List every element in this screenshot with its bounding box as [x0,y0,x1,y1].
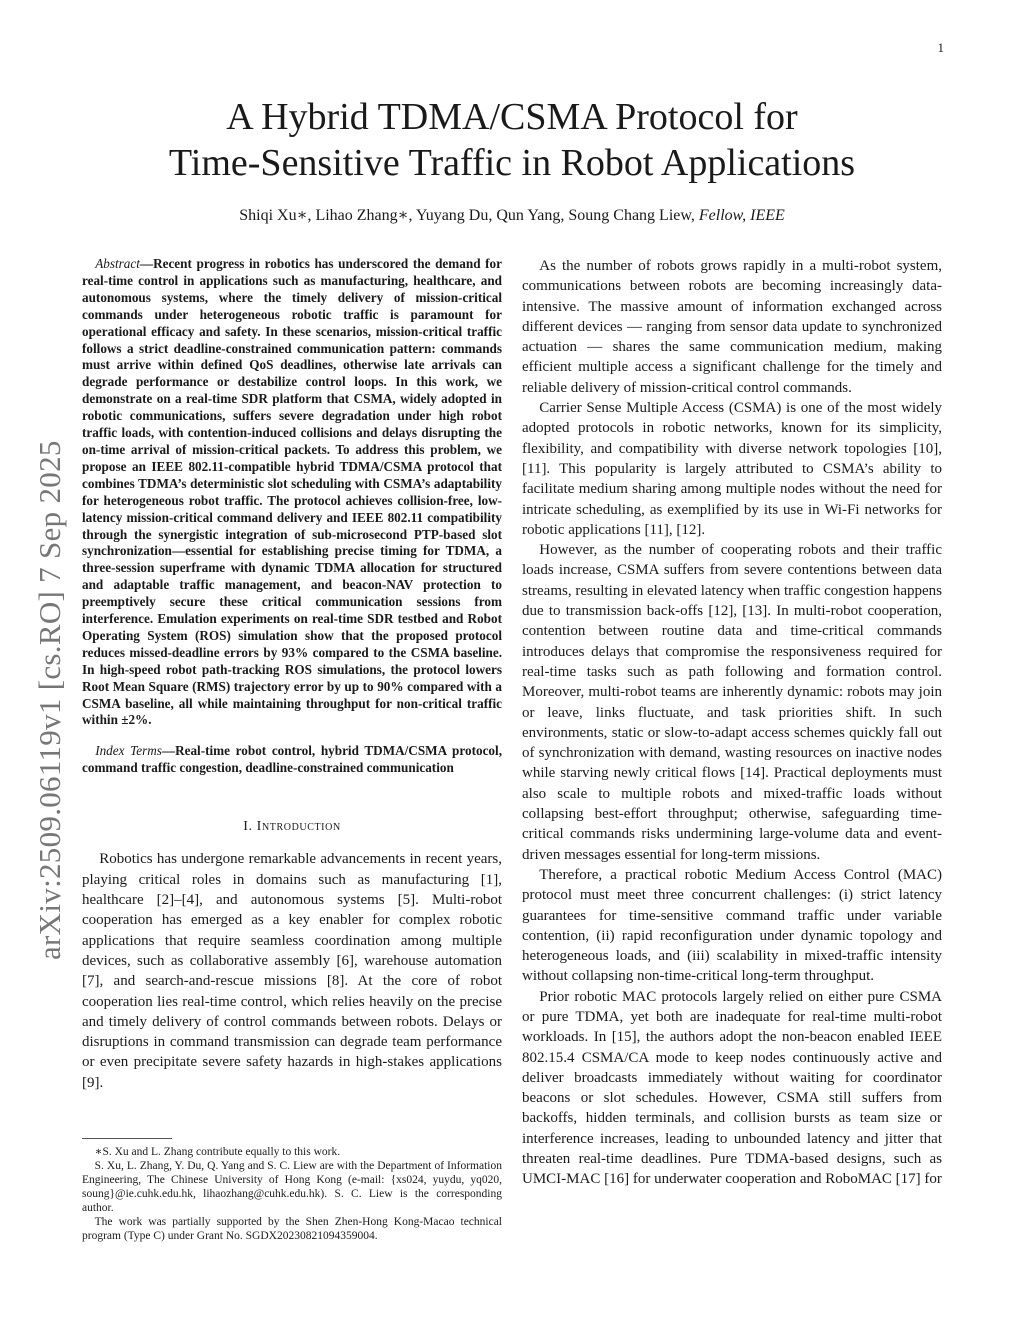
body-paragraph: Therefore, a practical robotic Medium Access Control (MAC) protocol must meet three concurrent challenges: (i) strict latency guarantees for time-sensitive command traffic under variable contention, (ii) rapid reconfiguration under dynamic topology and heterogeneous loads, and (iii) scalability in mixed-traffic intensity without collapsing non-time-critical long-term throughput. [522,866,942,985]
intro-paragraph-left: Robotics has undergone remarkable advancements in recent years, playing critical roles in domains such as manufacturing [1], healthcare [2]–[4], and autonomous systems [5]. Multi-robot cooperation has emerged as a key enabler for complex robotic applications that require seamless coordination among multiple devices, such as collaborative assembly [6], warehouse automation [7], and search-and-rescue missions [8]. At the core of robot cooperation lies real-time control, which relies heavily on the precise and timely delivery of control commands between robots. Delays or disruptions in command transmission can degrade team performance or even precipitate severe safety hazards in high-stakes applications [9]. [82,851,502,1091]
left-column [82,256,502,1093]
index-terms [82,743,502,777]
author-suffix: Fellow, IEEE [698,207,785,224]
abstract-label: Abstract [95,256,140,271]
abstract [82,256,502,729]
author-names: Shiqi Xu∗, Lihao Zhang∗, Yuyang Du, Qun Yang, Soung Chang Liew, [239,207,695,224]
abstract-text: —Recent progress in robotics has underscored the demand for real-time control in applications such as manufacturing, healthcare, and autonomous systems, where the timely delivery of mission-critical commands under heterogeneous robotic traffic is paramount for operational efficacy and safety. In these scenarios, mission-critical traffic follows a strict deadline-constrained communication pattern: commands must arrive within defined QoS deadlines, otherwise late arrivals can degrade performance or destabilize control loops. In this work, we demonstrate on a real-time SDR platform that CSMA, widely adopted in robotic communications, suffers severe degradation under high robot traffic loads, with contention-induced collisions and delays disrupting the on-time arrival of mission-critical packets. To address this problem, we propose an IEEE 802.11-compatible hybrid TDMA/CSMA protocol that combines TDMA’s deterministic slot scheduling with CSMA’s adaptability for heterogeneous robot traffic. The protocol achieves collision-free, low-latency mission-critical command delivery and IEEE 802.11 compatibility through the synergistic integration of sub-microsecond PTP-based slot synchronization—essential for establishing precise timing for TDMA, a three-session superframe with dynamic TDMA allocation for structured and adaptable traffic management, and beacon-NAV protection to preemptively secure these critical communication sessions from interference. Emulation experiments on real-time SDR testbed and Robot Operating System (ROS) simulation show that the proposed protocol reduces missed-deadline errors by 93% compared to the CSMA baseline. In high-speed robot path-tracking ROS simulations, the protocol lowers Root Mean Square (RMS) trajectory error by up to 90% compared with a CSMA baseline, all while maintaining throughput for non-critical traffic within ±2%. [82,256,502,728]
footnotes [82,1138,502,1243]
right-column [522,256,942,1190]
body-paragraph: As the number of robots grows rapidly in a multi-robot system, communications between robots are becoming increasingly data-intensive. The massive amount of information exchanged across different devices — ranging from sensor data update to synchronized actuation — shares the same communication medium, making efficient multiple access a significant challenge for the timely and reliable delivery of mission-critical control commands. [522,258,942,396]
body-paragraph: Carrier Sense Multiple Access (CSMA) is one of the most widely adopted protocols in robotic networks, known for its simplicity, flexibility, and compatibility with diverse network topologies [10], [11]. This popularity is largely attributed to CSMA’s ability to facilitate medium sharing among multiple nodes without the need for intricate scheduling, as exemplified by its use in Wi-Fi networks for robotic applications [11], [12]. [522,400,942,538]
body-paragraph: However, as the number of cooperating robots and their traffic loads increase, CSMA suffers from severe contentions between data streams, resulting in elevated latency when traffic congestion happens due to transmission back-offs [12], [13]. In multi-robot cooperation, contention between routine data and time-critical commands introduces delays that compromise the responsiveness required for real-time tasks such as path following and formation control. Moreover, multi-robot teams are inherently dynamic: robots may join or leave, links fluctuate, and task priorities shift. In such environments, static or slow-to-adapt access schemes quickly fall out of synchronization with demand, wasting resources on inactive nodes while starving newly critical flows [14]. Practical deployments must also scale to multiple robots and mixed-traffic loads without collapsing best-effort throughput; otherwise, safeguarding time-critical commands risks undermining large-volume data and event-driven messages essential for long-term missions. [522,542,942,863]
index-terms-text: —Real-time robot control, hybrid TDMA/CSMA protocol, command traffic congestion, deadline-constrained communication [82,743,502,776]
arxiv-identifier [30,0,70,1325]
section-heading-introduction: I. Introduction [243,819,341,835]
footnote: The work was partially supported by the Shen Zhen-Hong Kong-Macao technical program (Type C) under Grant No. SGDX20230821094359004. [82,1216,502,1242]
paper-title [0,94,1024,186]
page-number: 1 [937,40,944,55]
footnote: S. Xu, L. Zhang, Y. Du, Q. Yang and S. C. Liew are with the Department of Information Engineering, The Chinese University of Hong Kong (e-mail: {xs024, yuydu, yq020, soung}@ie.cuhk.edu.hk, lihaozhang@cuhk.edu.hk). S. C. Liew is the corresponding author. [82,1160,502,1214]
index-terms-label: Index Terms [95,743,162,759]
footnote: ∗S. Xu and L. Zhang contribute equally to this work. [94,1146,341,1158]
arxiv-identifier-text: arXiv:2509.06119v1 [cs.RO] 7 Sep 2025 [32,440,67,960]
title-line-2: Time-Sensitive Traffic in Robot Applications [168,142,856,184]
body-paragraph: Prior robotic MAC protocols largely relied on either pure CSMA or pure TDMA, yet both are inadequate for real-time multi-robot workloads. In [15], the authors adopt the non-beacon enabled IEEE 802.15.4 CSMA/CA mode to keep nodes continuously active and deliver broadcasts immediately without waiting for coordinator beacons or slot schedules. However, CSMA still suffers from backoffs, hidden terminals, and collision bursts as team size or interference increases, leading to unbounded latency and jitter that threaten real-time deadlines. Pure TDMA-based designs, such as UMCI-MAC [16] for underwater cooperation and RoboMAC [17] for [522,988,942,1188]
title-line-1: A Hybrid TDMA/CSMA Protocol for [226,96,798,138]
author-line [0,205,1024,225]
footnote-rule [82,1138,172,1139]
